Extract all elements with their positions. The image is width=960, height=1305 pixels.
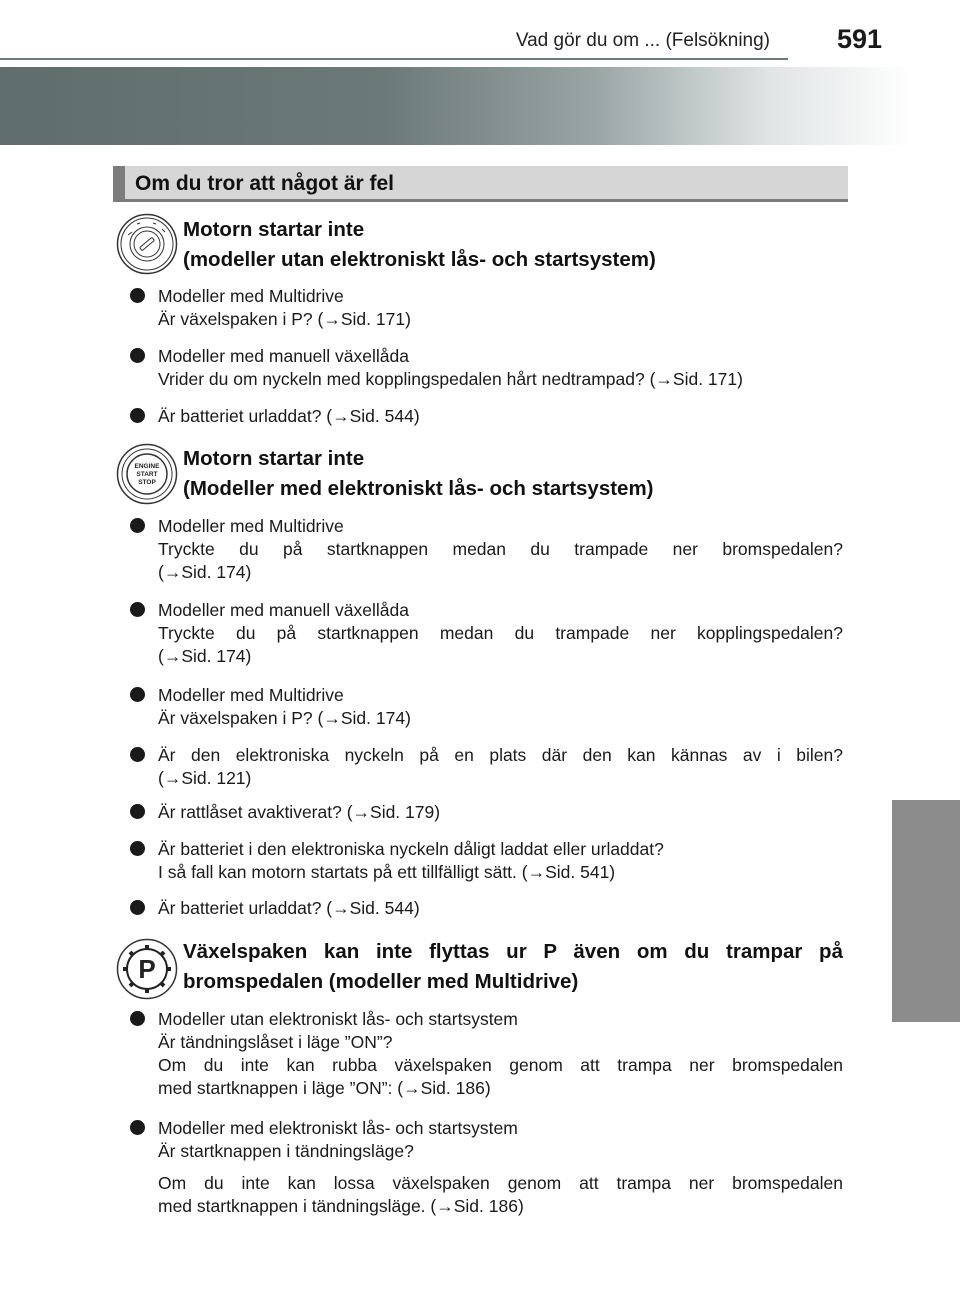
item-line: Om du inte kan rubba växelspaken genom att trampa ner bromspedalen [158, 1055, 843, 1075]
item-line: Tryckte du på startknappen medan du trampade ner kopplingspedalen? [158, 623, 843, 643]
item-line: (→Sid. 121) [158, 768, 252, 788]
list-item [130, 684, 843, 730]
item-line: Modeller med manuell växellåda [158, 600, 409, 620]
page-number: 591 [836, 24, 882, 54]
running-header-title: Vad gör du om ... (Felsökning) [515, 30, 770, 51]
item-line: Är växelspaken i P? (→Sid. 174) [158, 708, 411, 728]
park-letter: P [138, 954, 156, 984]
bullet [130, 348, 145, 363]
stop-label: STOP [138, 479, 156, 486]
list-item [130, 1117, 843, 1218]
list-item [130, 285, 843, 331]
bullet [130, 841, 145, 856]
item-line: Modeller utan elektroniskt lås- och startsystem [158, 1009, 518, 1029]
engine-start-stop-button-icon [116, 443, 178, 505]
topic-3-title [183, 937, 843, 997]
topic-1-title [183, 215, 843, 275]
list-item [130, 838, 843, 884]
item-line: med startknappen i läge ”ON”: (→Sid. 186) [158, 1078, 491, 1098]
bullet [130, 747, 145, 762]
section-heading-text: Om du tror att något är fel [135, 172, 395, 195]
list-item [130, 897, 843, 920]
item-line: Tryckte du på startknappen medan du trampade ner bromspedalen? [158, 539, 843, 559]
item-line: (→Sid. 174) [158, 646, 252, 666]
bullet [130, 408, 145, 423]
park-gear-icon [116, 938, 178, 1000]
item-line: med startknappen i tändningsläge. (→Sid. 186) [158, 1196, 524, 1216]
item-line: Är den elektroniska nyckeln på en plats där den kan kännas av i bilen? [158, 745, 843, 765]
item-line: Modeller med elektroniskt lås- och startsystem [158, 1118, 518, 1138]
bullet [130, 518, 145, 533]
list-item [130, 801, 843, 824]
item-line: Är tändningslåset i läge ”ON”? [158, 1032, 393, 1052]
section-heading [113, 166, 848, 202]
item-line: Om du inte kan lossa växelspaken genom att trampa ner bromspedalen [158, 1173, 843, 1193]
bullet [130, 900, 145, 915]
ignition-key-cylinder-icon [116, 213, 178, 275]
topic-2-title [183, 444, 843, 504]
bullet [130, 1011, 145, 1026]
chapter-side-tab [892, 800, 960, 1022]
item-line: Modeller med Multidrive [158, 516, 344, 536]
chapter-banner [0, 67, 960, 145]
item-line: Är batteriet urladdat? (→Sid. 544) [158, 406, 420, 426]
item-line: Är startknappen i tändningsläge? [158, 1141, 414, 1161]
bullet [130, 687, 145, 702]
item-line: Är batteriet urladdat? (→Sid. 544) [158, 898, 420, 918]
item-line: Är rattlåset avaktiverat? (→Sid. 179) [158, 802, 441, 822]
topic-1-title-line1: Motorn startar inte [183, 218, 365, 241]
topic-2-title-line2: (Modeller med elektroniskt lås- och startsystem) [183, 477, 654, 500]
list-item [130, 405, 843, 428]
item-line: I så fall kan motorn startats på ett tillfälligt sätt. (→Sid. 541) [158, 862, 616, 882]
item-line: Är växelspaken i P? (→Sid. 171) [158, 309, 411, 329]
topic-2-title-line1: Motorn startar inte [183, 447, 365, 470]
item-line: (→Sid. 174) [158, 562, 252, 582]
item-line: Modeller med manuell växellåda [158, 346, 409, 366]
list-item [130, 345, 843, 391]
list-item [130, 744, 843, 790]
engine-label: ENGINE [134, 463, 160, 470]
item-line: Modeller med Multidrive [158, 685, 344, 705]
topic-3-title-line1: Växelspaken kan inte flyttas ur P även om du trampar på [183, 940, 843, 963]
item-line: Modeller med Multidrive [158, 286, 344, 306]
topic-1-title-line2: (modeller utan elektroniskt lås- och startsystem) [183, 248, 656, 271]
bullet [130, 1120, 145, 1135]
list-item [130, 1008, 843, 1100]
header-rule [0, 58, 788, 60]
bullet [130, 602, 145, 617]
list-item [130, 515, 843, 584]
bullet [130, 804, 145, 819]
item-line: Vrider du om nyckeln med kopplingspedalen hårt nedtrampad? (→Sid. 171) [158, 369, 743, 389]
bullet [130, 288, 145, 303]
start-label: START [136, 471, 158, 478]
list-item [130, 599, 843, 668]
item-line: Är batteriet i den elektroniska nyckeln dåligt laddat eller urladdat? [158, 839, 664, 859]
topic-3-title-line2: bromspedalen (modeller med Multidrive) [183, 970, 579, 993]
